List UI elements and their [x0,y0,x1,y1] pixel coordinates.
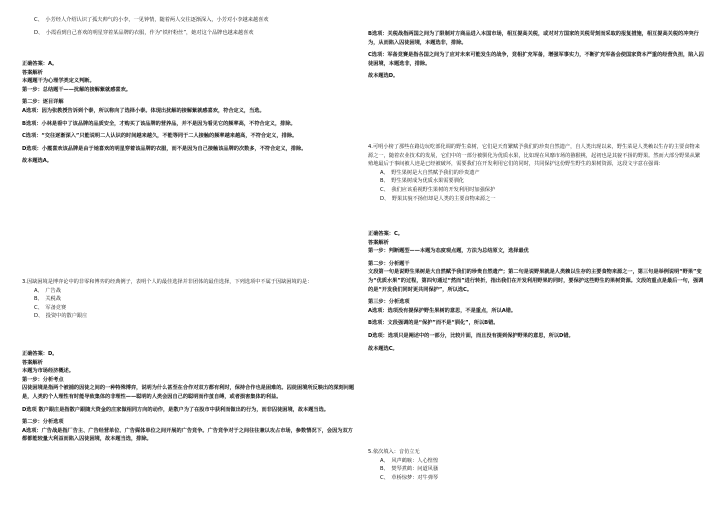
question-stem: 3.因缺困境是博弈论中的非零和博弈的经典例子，表明个人的最佳选择并非团体的最佳选择，下列选项中不属于因缺困境的是： [22,279,313,285]
option-d-analysis: D选项 散户跟庄是指散户跟随大资金的庄家做相同方向的动作，是散户为了在股市中获利而做出的行为，而非囚徒困境，故本题当选。 [22,406,329,413]
option-b: B、 焚琴煮鹤：问道风骚 [380,466,439,473]
question-stem: 5.依次填入：音仿立无 [368,449,420,455]
option-a-analysis: A选项：广告战是指厂告主、广告经营单位、广告媒体单位之间开展的广告竞争。广告竞争对于之间往往兼以攻占市场，参数情况下，会因为双方都都能较量大利益而陷入囚徒困境，故本题当选，排除。 [22,427,353,443]
right-column [368,0,704,508]
option-d: D、 小霞看到自己喜欢的明星穿着某品牌的衣服，作为“铁杆粉丝”，她对这个品牌也越来越喜欢 [34,29,254,36]
option-c-analysis: C选项：“交往逐渐深入”只能说明二人认识的时间越来越久，不能等同于二人接触的频率越来越高，不符合定义，排除。 [22,133,298,140]
step-3: 第三步：分析选项 [368,299,410,306]
option-b-analysis: B选项：文段强调的是“保护”而不是“驯化”，所以B错。 [368,320,499,327]
q2-analysis [22,60,354,166]
option-d: D、 投资中的散户跟庄 [34,313,88,320]
analysis-head: 答案解析 [22,359,43,366]
q3-analysis-cont [368,30,704,81]
answer: 正确答案：C。 [368,231,403,237]
q5-question [368,448,704,482]
detail: 囚徒困境是指两个被捕的因徒之间的一种特殊博弈，说明为什么甚至在合作对双方都有利时，保持合作也是困难的。囚徒困境所反映出的深刻问题是，人类的个人理性有时能导致集体的非理性——聪明的人类会因自己的聪明而作茧自缚，或者损害集体的利益。 [22,385,354,400]
option-a: A、 风声鹤唳：人心惶惶 [380,457,439,464]
option-b: B、 关税战 [34,296,61,303]
option-c: C、 草桥惊梦：对牛弹琴 [380,474,439,481]
analysis-head: 答案解析 [368,239,389,246]
q3-question [22,278,354,321]
option-c: C、 军备竞赛 [34,304,67,311]
option-a: A、 野生果树是大自然赋予我们的珍贵遗产 [380,169,480,176]
conclusion: 故本题选A。 [22,158,52,165]
option-d-analysis: D选项：选项只是阐述中的一部分，比较片面，而且没有提到保护野果的意思，所以D错。 [368,332,574,339]
option-c: C、 小芳经人介绍认识了孤夫帅气的小李，一见钟情，随着两人交往逐渐深入，小芳对小李越来越喜欢 [34,17,269,23]
left-column [22,0,354,508]
step-1: 第一步：分析考点 [22,376,64,383]
conclusion: 故本题选C。 [368,345,398,352]
option-c-analysis: C选项：军备竞赛是指各国之间为了应对未来可能发生的战争，竞相扩充军备，增强军事实力，不断扩充军备会使国家资本严重的经营负担，陷入囚徒困境，本题选非，排除。 [368,52,704,67]
detail: 文段第一句是说野生果树是大自然赋予我们的珍贵自然遗产；第二句是说野果就是人类赖以生存的主要食物来源之一，第三句是举例说明“野果”变为“优质水果”的过程，第四句通过“然而”进行转折，指出我们在开发利用野果的同时，要保护这些野生的果树资源。文段的重点是最后一句，强调的是“开发我们同时更共同保护”，所以选C。 [368,269,704,293]
step-1: 第一步：判断题型——本题为态度观点题，方法为总结原文，选择最优 [368,248,529,255]
option-b: B、 野生果树成为优质水果需要驯化 [380,178,464,185]
step-2: 第二步：逐目详解 [22,99,64,106]
option-a-analysis: A选项：选项没有提保护野生果树的意思，不是重点，所以A错。 [368,307,517,314]
answer: 正确答案：D。 [22,351,58,357]
conclusion: 故本题选D。 [368,73,399,80]
step-1: 第一步：总结题干——扰解的接解紫就感喜欢。 [22,86,131,93]
question-stem: 4.可明小榜了那些在路边玩吃部化调的野生菜树，它们是天育繁赋予我们的珍贵自然遗产，自人类出现以来，野生菜是人类赖以生存的主要食物来源之一，随着农业技术的发展，它们中的一部分被驯化为优质水果，比如现在风靡市场的猕猴桃，起初也是其貌不扬的野果。然而大部分野果从繁殖地最后于事间被人迹是已经被破坏，需要我们在开发利用它们的同时，共同保护这份野生野生的果树资源，这段文字意在强调： [368,144,701,168]
step-2: 第二步：分析选项 [22,419,64,426]
q1-tail-options [22,16,354,37]
option-c: C、 我们应该重视野生果树的开发利用时加强保护 [380,186,496,193]
option-d-analysis: D选项：小霞喜欢该品牌是由于她喜欢的明星穿着该品牌的衣服，而不是因为自己接触该品牌的次数多，不符合定义，排除。 [22,145,307,152]
step-2: 第二步：分析题干 [368,260,410,267]
option-a: A、 广告战 [34,287,61,294]
q3-analysis [22,350,354,444]
q4-question [368,143,704,203]
option-b-analysis: B选项：小林是看中了该品牌的品质安全，才购买了该品牌的营养品，并不是因为看见它的频率高，不符合定义，排除。 [22,120,296,127]
answer: 正确答案：A。 [22,61,58,67]
q4-analysis [368,230,704,353]
option-b-analysis: B选项：关税战指两国之间为了限制对方商品进入本国市场，相互提高关税，或对对方国家的关税苛刻而采取的报复措施，相互提高关税的冲突行为，从而陷入囚徒困境，本题选非，排除。 [368,31,699,46]
analysis-head: 答案解析 [22,69,43,76]
option-a-analysis: A选项：因为张教授告诉到个泰，所以称向了选择小泰。体现出扰解的接解紫就感喜欢，符合定义，当选。 [22,107,265,114]
question-type: 本题为市场经济概述。 [22,368,74,375]
question-type: 本题题干为心理学类定义判断。 [22,78,95,85]
option-d: D、 野果其貌不扬但却是人类的主要食物来源之一 [380,195,496,202]
